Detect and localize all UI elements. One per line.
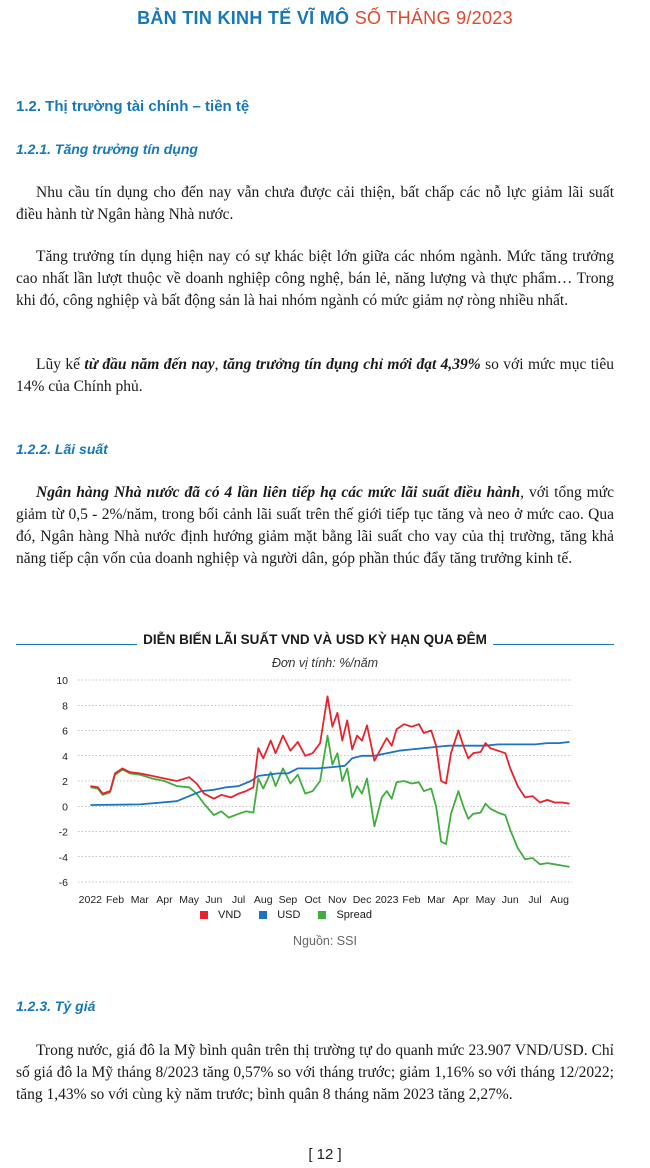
subsection-heading-credit: 1.2.1. Tăng trưởng tín dụng	[16, 141, 198, 157]
y-tick-label: 10	[56, 675, 68, 687]
x-tick-label: Mar	[427, 894, 446, 906]
legend-swatch-spread	[318, 911, 326, 919]
y-tick-label: -6	[58, 877, 68, 889]
y-tick-label: 2	[62, 776, 68, 788]
y-tick-label: -4	[58, 851, 68, 864]
x-tick-label: 2023	[375, 894, 399, 906]
x-tick-label: Oct	[304, 894, 321, 906]
credit-paragraph-2: Tăng trưởng tín dụng hiện nay có sự khác biệt lớn giữa các nhóm ngành. Mức tăng trưởng cao nhất lần lượt thuộc về doanh nghiệp công nghệ, bán lẻ, năng lượng và thực phẩm… Trong khi đó, công nghiệp và bất động sản là hai nhóm ngành có mức giảm nợ ròng nhiều nhất.	[16, 248, 614, 309]
x-tick-label: Jun	[501, 894, 519, 906]
legend-swatch-vnd	[200, 911, 208, 919]
credit-paragraph-3: Lũy kế từ đầu năm đến nay, tăng trưởng tín dụng chỉ mới đạt 4,39% so với mức mục tiêu 14% của Chính phủ.	[16, 356, 614, 395]
y-tick-label: 8	[62, 700, 68, 713]
x-tick-label: May	[179, 894, 200, 906]
legend-item-vnd: VND	[200, 909, 241, 921]
x-tick-label: Apr	[156, 894, 173, 906]
x-tick-label: Aug	[550, 894, 569, 906]
x-tick-label: Feb	[402, 894, 421, 906]
header-issue: SỐ THÁNG 9/2023	[354, 8, 513, 28]
x-tick-label: Jun	[205, 894, 223, 906]
y-tick-label: -2	[58, 826, 68, 839]
chart-title: DIỄN BIẾN LÃI SUẤT VND VÀ USD KỲ HẠN QUA ĐÊM	[137, 632, 493, 647]
x-tick-label: Dec	[352, 894, 372, 906]
x-tick-label: Nov	[328, 894, 347, 906]
x-tick-label: Mar	[130, 894, 149, 906]
x-tick-label: Apr	[452, 894, 470, 906]
page-number: [ 12 ]	[308, 1146, 342, 1163]
x-tick-label: Feb	[106, 894, 125, 906]
chart-title-bar	[16, 632, 614, 652]
y-tick-label: 4	[62, 750, 68, 763]
x-tick-label: Sep	[278, 894, 298, 906]
x-tick-label: Aug	[253, 894, 273, 906]
legend-swatch-usd	[259, 911, 267, 919]
subsection-heading-exchange: 1.2.3. Tỷ giá	[16, 998, 96, 1014]
chart-source: Nguồn: SSI	[293, 934, 357, 948]
page-header	[0, 8, 650, 29]
credit-paragraph-1: Nhu cầu tín dụng cho đến nay vẫn chưa được cải thiện, bất chấp các nỗ lực giảm lãi suất điều hành từ Ngân hàng Nhà nước.	[16, 184, 614, 223]
y-tick-label: 6	[62, 725, 68, 738]
y-tick-label: 0	[62, 801, 68, 814]
x-tick-label: Jul	[231, 894, 246, 906]
section-heading: 1.2. Thị trường tài chính – tiền tệ	[16, 98, 250, 115]
chart-legend	[200, 909, 372, 921]
x-tick-label: 2022	[78, 894, 103, 906]
interest-paragraph-1: Ngân hàng Nhà nước đã có 4 lần liên tiếp hạ các mức lãi suất điều hành, với tổng mức giảm từ 0,5 - 2%/năm, trong bối cảnh lãi suất trên thế giới tiếp tục tăng và neo ở mức cao. Qua đó, Ngân hàng Nhà nước định hướng giảm mặt bằng lãi suất cho vay của thị trường, tăng khả năng tiếp cận vốn của doanh nghiệp và người dân, góp phần thúc đẩy tăng trưởng kinh tế.	[16, 484, 614, 567]
x-tick-label: May	[475, 894, 496, 906]
interest-rate-chart	[40, 670, 580, 910]
exchange-paragraph-1: Trong nước, giá đô la Mỹ bình quân trên thị trường tự do quanh mức 23.907 VND/USD. Chỉ số giá đô la Mỹ tháng 8/2023 tăng 0,57% so với tháng trước; giảm 1,16% so với tháng 12/2022; tăng 1,43% so với cùng kỳ năm trước; bình quân 8 tháng năm 2023 tăng 2,27%.	[16, 1042, 614, 1103]
legend-item-spread: Spread	[318, 909, 371, 921]
chart-unit: Đơn vị tính: %/năm	[271, 656, 379, 670]
legend-item-usd: USD	[259, 909, 300, 921]
header-title: BẢN TIN KINH TẾ VĨ MÔ	[137, 8, 350, 28]
series-line-spread	[90, 736, 569, 867]
subsection-heading-interest: 1.2.2. Lãi suất	[16, 441, 108, 457]
x-tick-label: Jul	[528, 894, 542, 906]
